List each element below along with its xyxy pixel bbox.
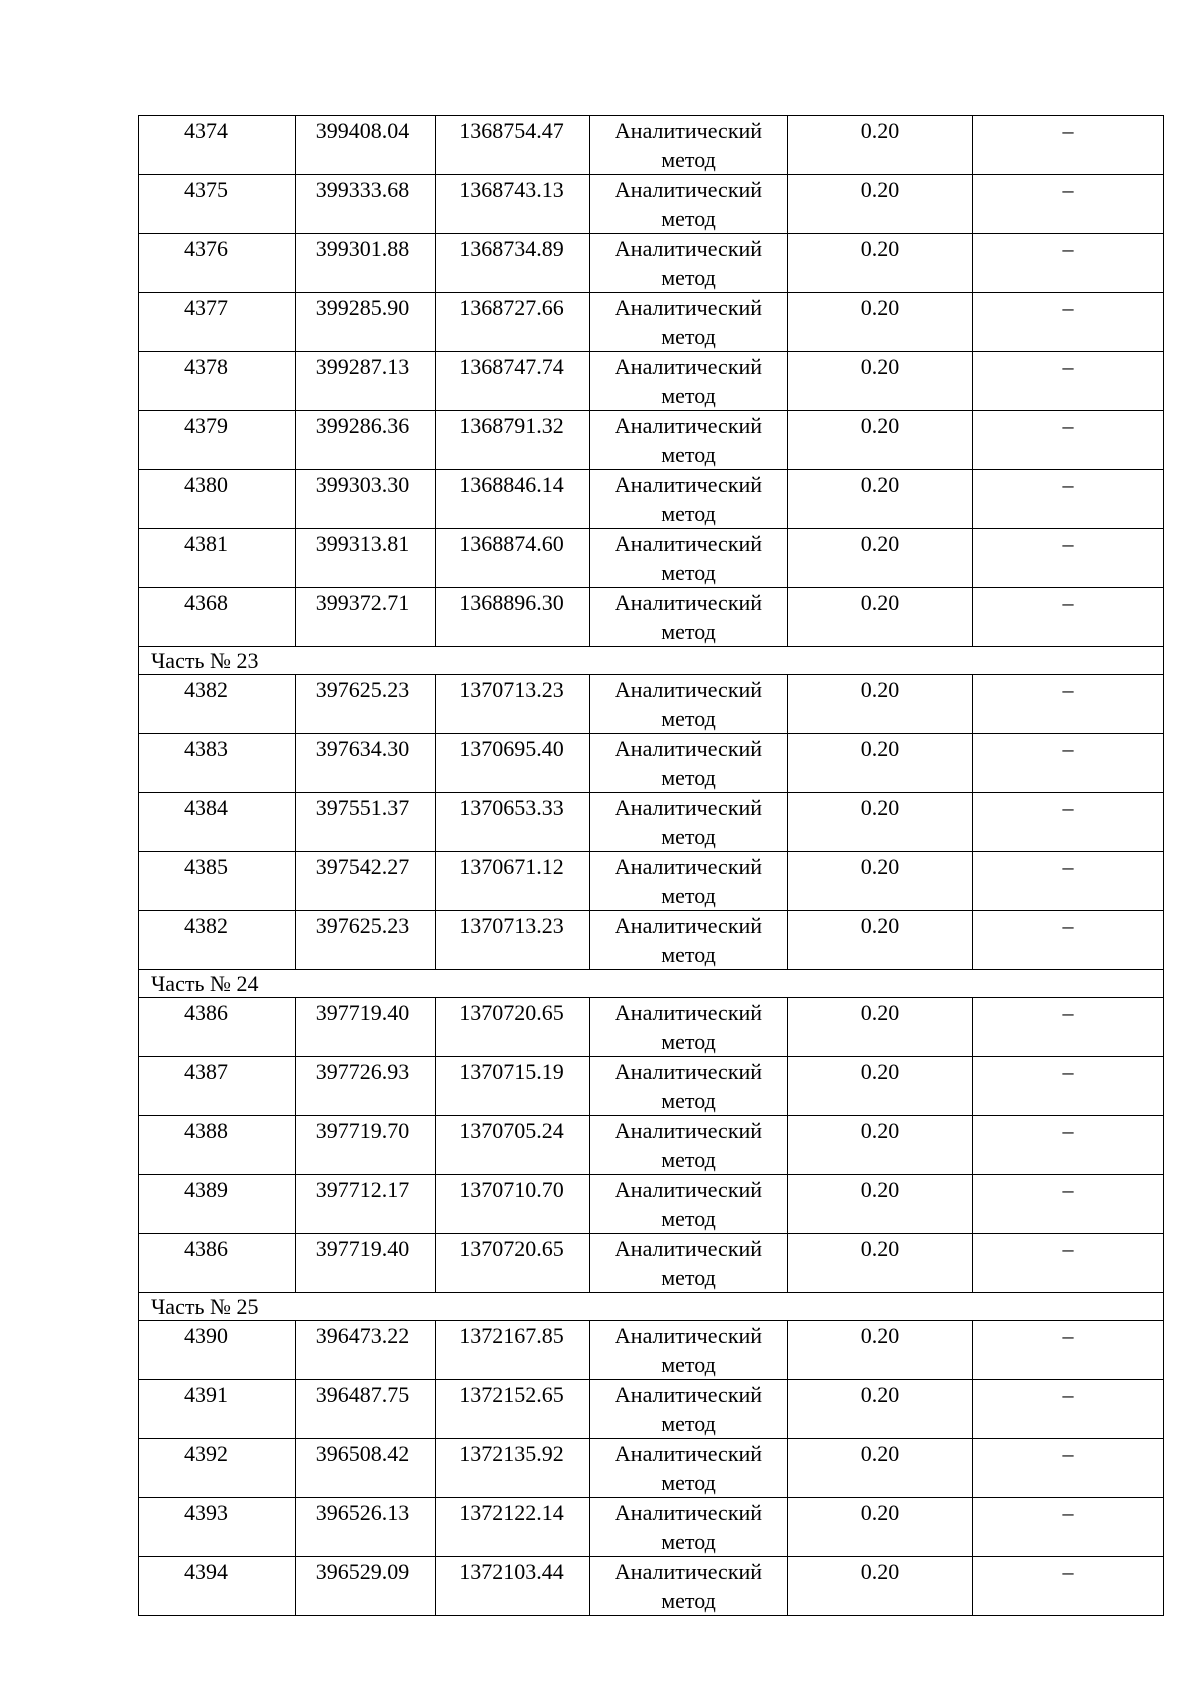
y-coordinate-cell: 1370695.40 (436, 734, 590, 793)
table-row (139, 352, 1164, 411)
y-coordinate-cell: 1368846.14 (436, 470, 590, 529)
table-row (139, 470, 1164, 529)
x-coordinate-cell: 397726.93 (296, 1057, 436, 1116)
accuracy-cell: 0.20 (788, 1498, 973, 1557)
section-title: Часть № 23 (139, 647, 1164, 675)
accuracy-cell: 0.20 (788, 352, 973, 411)
point-number-cell: 4380 (139, 470, 296, 529)
note-cell: – (973, 1321, 1164, 1380)
accuracy-cell: 0.20 (788, 234, 973, 293)
method-cell: Аналитический метод (590, 998, 788, 1057)
table-row (139, 1380, 1164, 1439)
method-cell: Аналитический метод (590, 116, 788, 175)
y-coordinate-cell: 1370710.70 (436, 1175, 590, 1234)
accuracy-cell: 0.20 (788, 793, 973, 852)
table-row (139, 1057, 1164, 1116)
table-row (139, 793, 1164, 852)
note-cell: – (973, 470, 1164, 529)
table-row (139, 1439, 1164, 1498)
accuracy-cell: 0.20 (788, 116, 973, 175)
table-row (139, 293, 1164, 352)
accuracy-cell: 0.20 (788, 411, 973, 470)
method-cell: Аналитический метод (590, 1175, 788, 1234)
x-coordinate-cell: 397719.40 (296, 998, 436, 1057)
x-coordinate-cell: 397625.23 (296, 675, 436, 734)
point-number-cell: 4374 (139, 116, 296, 175)
accuracy-cell: 0.20 (788, 588, 973, 647)
x-coordinate-cell: 396529.09 (296, 1557, 436, 1616)
method-cell: Аналитический метод (590, 1116, 788, 1175)
accuracy-cell: 0.20 (788, 175, 973, 234)
table-row (139, 1116, 1164, 1175)
point-number-cell: 4381 (139, 529, 296, 588)
point-number-cell: 4377 (139, 293, 296, 352)
point-number-cell: 4388 (139, 1116, 296, 1175)
y-coordinate-cell: 1372167.85 (436, 1321, 590, 1380)
table-row (139, 588, 1164, 647)
point-number-cell: 4383 (139, 734, 296, 793)
note-cell: – (973, 116, 1164, 175)
point-number-cell: 4382 (139, 675, 296, 734)
note-cell: – (973, 1439, 1164, 1498)
table-row (139, 529, 1164, 588)
accuracy-cell: 0.20 (788, 734, 973, 793)
note-cell: – (973, 911, 1164, 970)
table-body (139, 116, 1164, 1616)
point-number-cell: 4394 (139, 1557, 296, 1616)
x-coordinate-cell: 397712.17 (296, 1175, 436, 1234)
method-cell: Аналитический метод (590, 1557, 788, 1616)
point-number-cell: 4386 (139, 1234, 296, 1293)
y-coordinate-cell: 1370705.24 (436, 1116, 590, 1175)
x-coordinate-cell: 396526.13 (296, 1498, 436, 1557)
y-coordinate-cell: 1368727.66 (436, 293, 590, 352)
note-cell: – (973, 1057, 1164, 1116)
table-row (139, 411, 1164, 470)
y-coordinate-cell: 1368747.74 (436, 352, 590, 411)
x-coordinate-cell: 399372.71 (296, 588, 436, 647)
y-coordinate-cell: 1368874.60 (436, 529, 590, 588)
table-row (139, 116, 1164, 175)
note-cell: – (973, 411, 1164, 470)
y-coordinate-cell: 1372152.65 (436, 1380, 590, 1439)
table-row (139, 675, 1164, 734)
method-cell: Аналитический метод (590, 852, 788, 911)
accuracy-cell: 0.20 (788, 470, 973, 529)
note-cell: – (973, 1234, 1164, 1293)
x-coordinate-cell: 399286.36 (296, 411, 436, 470)
method-cell: Аналитический метод (590, 1234, 788, 1293)
method-cell: Аналитический метод (590, 293, 788, 352)
note-cell: – (973, 734, 1164, 793)
note-cell: – (973, 588, 1164, 647)
table-row (139, 234, 1164, 293)
point-number-cell: 4390 (139, 1321, 296, 1380)
method-cell: Аналитический метод (590, 1380, 788, 1439)
accuracy-cell: 0.20 (788, 1057, 973, 1116)
note-cell: – (973, 1380, 1164, 1439)
accuracy-cell: 0.20 (788, 675, 973, 734)
x-coordinate-cell: 396508.42 (296, 1439, 436, 1498)
x-coordinate-cell: 399301.88 (296, 234, 436, 293)
coordinates-table (138, 115, 1164, 1616)
table-row (139, 734, 1164, 793)
y-coordinate-cell: 1368896.30 (436, 588, 590, 647)
method-cell: Аналитический метод (590, 793, 788, 852)
point-number-cell: 4368 (139, 588, 296, 647)
x-coordinate-cell: 399287.13 (296, 352, 436, 411)
x-coordinate-cell: 396473.22 (296, 1321, 436, 1380)
table-row (139, 911, 1164, 970)
point-number-cell: 4385 (139, 852, 296, 911)
y-coordinate-cell: 1370720.65 (436, 998, 590, 1057)
point-number-cell: 4376 (139, 234, 296, 293)
x-coordinate-cell: 399313.81 (296, 529, 436, 588)
accuracy-cell: 0.20 (788, 1557, 973, 1616)
point-number-cell: 4391 (139, 1380, 296, 1439)
accuracy-cell: 0.20 (788, 293, 973, 352)
method-cell: Аналитический метод (590, 734, 788, 793)
note-cell: – (973, 234, 1164, 293)
y-coordinate-cell: 1372122.14 (436, 1498, 590, 1557)
y-coordinate-cell: 1370713.23 (436, 675, 590, 734)
section-title: Часть № 25 (139, 1293, 1164, 1321)
method-cell: Аналитический метод (590, 911, 788, 970)
accuracy-cell: 0.20 (788, 1439, 973, 1498)
section-header-row (139, 1293, 1164, 1321)
note-cell: – (973, 1175, 1164, 1234)
method-cell: Аналитический метод (590, 234, 788, 293)
x-coordinate-cell: 397542.27 (296, 852, 436, 911)
note-cell: – (973, 793, 1164, 852)
point-number-cell: 4384 (139, 793, 296, 852)
x-coordinate-cell: 397719.70 (296, 1116, 436, 1175)
x-coordinate-cell: 396487.75 (296, 1380, 436, 1439)
method-cell: Аналитический метод (590, 1057, 788, 1116)
accuracy-cell: 0.20 (788, 1380, 973, 1439)
x-coordinate-cell: 399408.04 (296, 116, 436, 175)
x-coordinate-cell: 399285.90 (296, 293, 436, 352)
note-cell: – (973, 1557, 1164, 1616)
point-number-cell: 4375 (139, 175, 296, 234)
x-coordinate-cell: 397625.23 (296, 911, 436, 970)
table-row (139, 1175, 1164, 1234)
table-row (139, 175, 1164, 234)
table-row (139, 998, 1164, 1057)
accuracy-cell: 0.20 (788, 1175, 973, 1234)
section-header-row (139, 647, 1164, 675)
y-coordinate-cell: 1370715.19 (436, 1057, 590, 1116)
y-coordinate-cell: 1370671.12 (436, 852, 590, 911)
note-cell: – (973, 1498, 1164, 1557)
y-coordinate-cell: 1370720.65 (436, 1234, 590, 1293)
accuracy-cell: 0.20 (788, 1234, 973, 1293)
x-coordinate-cell: 399303.30 (296, 470, 436, 529)
method-cell: Аналитический метод (590, 175, 788, 234)
y-coordinate-cell: 1368743.13 (436, 175, 590, 234)
y-coordinate-cell: 1368754.47 (436, 116, 590, 175)
method-cell: Аналитический метод (590, 1498, 788, 1557)
section-title: Часть № 24 (139, 970, 1164, 998)
note-cell: – (973, 293, 1164, 352)
y-coordinate-cell: 1372135.92 (436, 1439, 590, 1498)
note-cell: – (973, 998, 1164, 1057)
accuracy-cell: 0.20 (788, 852, 973, 911)
accuracy-cell: 0.20 (788, 1321, 973, 1380)
y-coordinate-cell: 1368734.89 (436, 234, 590, 293)
note-cell: – (973, 675, 1164, 734)
method-cell: Аналитический метод (590, 470, 788, 529)
method-cell: Аналитический метод (590, 529, 788, 588)
note-cell: – (973, 1116, 1164, 1175)
section-header-row (139, 970, 1164, 998)
method-cell: Аналитический метод (590, 588, 788, 647)
note-cell: – (973, 529, 1164, 588)
point-number-cell: 4382 (139, 911, 296, 970)
method-cell: Аналитический метод (590, 352, 788, 411)
table-row (139, 1234, 1164, 1293)
table-row (139, 1557, 1164, 1616)
y-coordinate-cell: 1372103.44 (436, 1557, 590, 1616)
accuracy-cell: 0.20 (788, 1116, 973, 1175)
y-coordinate-cell: 1368791.32 (436, 411, 590, 470)
method-cell: Аналитический метод (590, 675, 788, 734)
x-coordinate-cell: 399333.68 (296, 175, 436, 234)
point-number-cell: 4386 (139, 998, 296, 1057)
point-number-cell: 4389 (139, 1175, 296, 1234)
y-coordinate-cell: 1370713.23 (436, 911, 590, 970)
accuracy-cell: 0.20 (788, 529, 973, 588)
point-number-cell: 4393 (139, 1498, 296, 1557)
accuracy-cell: 0.20 (788, 911, 973, 970)
x-coordinate-cell: 397719.40 (296, 1234, 436, 1293)
x-coordinate-cell: 397634.30 (296, 734, 436, 793)
note-cell: – (973, 175, 1164, 234)
method-cell: Аналитический метод (590, 411, 788, 470)
method-cell: Аналитический метод (590, 1321, 788, 1380)
y-coordinate-cell: 1370653.33 (436, 793, 590, 852)
note-cell: – (973, 352, 1164, 411)
method-cell: Аналитический метод (590, 1439, 788, 1498)
note-cell: – (973, 852, 1164, 911)
point-number-cell: 4387 (139, 1057, 296, 1116)
table-row (139, 1321, 1164, 1380)
table-row (139, 1498, 1164, 1557)
accuracy-cell: 0.20 (788, 998, 973, 1057)
table-row (139, 852, 1164, 911)
point-number-cell: 4379 (139, 411, 296, 470)
point-number-cell: 4392 (139, 1439, 296, 1498)
point-number-cell: 4378 (139, 352, 296, 411)
x-coordinate-cell: 397551.37 (296, 793, 436, 852)
